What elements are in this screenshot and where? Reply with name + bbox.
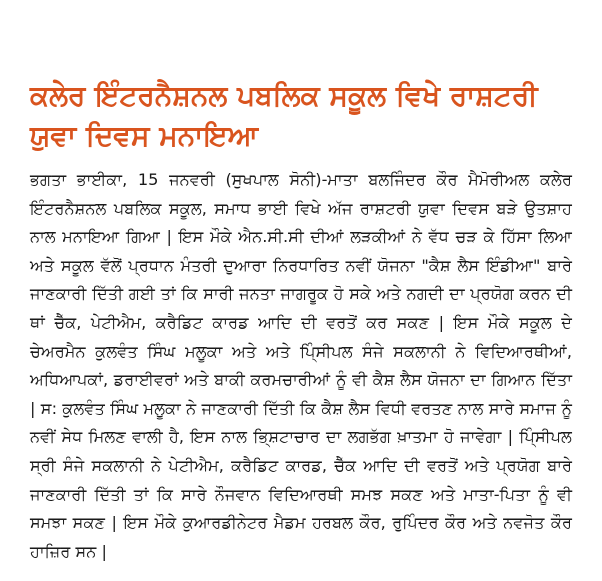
article-headline: ਕਲੇਰ ਇੰਟਰਨੈਸ਼ਨਲ ਪਬਲਿਕ ਸਕੂਲ ਵਿਖੇ ਰਾਸ਼ਟਰੀ ਯੁਵਾ ਦਿਵਸ ਮਨਾਇਆ <box>30 79 538 152</box>
news-article <box>30 76 572 566</box>
article-body: ਭਗਤਾ ਭਾਈਕਾ, 15 ਜਨਵਰੀ (ਸੁਖਪਾਲ ਸੋਨੀ)-ਮਾਤਾ ਬਲਜਿੰਦਰ ਕੌਰ ਮੈਮੋਰੀਅਲ ਕਲੇਰ ਇੰਟਰਨੈਸ਼ਨਲ ਪਬਲਿਕ ਸਕੂਲ, ਸਮਾਧ ਭਾਈ ਵਿਖੇ ਅੱਜ ਰਾਸ਼ਟਰੀ ਯੁਵਾ ਦਿਵਸ ਬੜੇ ਉਤਸ਼ਾਹ ਨਾਲ ਮਨਾਇਆ ਗਿਆ | ਇਸ ਮੌਕੇ ਐਨ.ਸੀ.ਸੀ ਦੀਆਂ ਲੜਕੀਆਂ ਨੇ ਵੱਧ ਚੜ ਕੇ ਹਿੱਸਾ ਲਿਆ ਅਤੇ ਸਕੂਲ ਵੱਲੋਂ ਪ੍ਰਧਾਨ ਮੰਤਰੀ ਦੁਆਰਾ ਨਿਰਧਾਰਿਤ ਨਵੀਂ ਯੋਜਨਾ "ਕੈਸ਼ ਲੈਸ ਇੰਡੀਆ" ਬਾਰੇ ਜਾਣਕਾਰੀ ਦਿੱਤੀ ਗਈ ਤਾਂ ਕਿ ਸਾਰੀ ਜਨਤਾ ਜਾਗਰੂਕ ਹੋ ਸਕੇ ਅਤੇ ਨਗਦੀ ਦਾ ਪ੍ਰਯੋਗ ਕਰਨ ਦੀ ਥਾਂ ਚੈੱਕ, ਪੇਟੀਐਮ, ਕਰੈਡਿਟ ਕਾਰਡ ਆਦਿ ਦੀ ਵਰਤੋਂ ਕਰ ਸਕਣ | ਇਸ ਮੌਕੇ ਸਕੂਲ ਦੇ ਚੇਅਰਮੈਨ ਕੁਲਵੰਤ ਸਿੰਘ ਮਲੂਕਾ ਅਤੇ ਅਤੇ ਪਿ੍ੰਸੀਪਲ ਸੰਜੇ ਸਕਲਾਨੀ ਨੇ ਵਿਦਿਆਰਥੀਆਂ, ਅਧਿਆਪਕਾਂ, ਡਰਾਈਵਰਾਂ ਅਤੇ ਬਾਕੀ ਕਰਮਚਾਰੀਆਂ ਨੂੰ ਵੀ ਕੈਸ਼ ਲੈਸ ਯੋਜਨਾ ਦਾ ਗਿਆਨ ਦਿੱਤਾ | ਸ: ਕੁਲਵੰਤ ਸਿੰਘ ਮਲੂਕਾ ਨੇ ਜਾਣਕਾਰੀ ਦਿੱਤੀ ਕਿ ਕੈਸ਼ ਲੈਸ ਵਿਧੀ ਵਰਤਣ ਨਾਲ ਸਾਰੇ ਸਮਾਜ ਨੂੰ ਨਵੀਂ ਸੇਧ ਮਿਲਣ ਵਾਲੀ ਹੈ, ਇਸ ਨਾਲ ਭਿ੍ਸ਼ਟਾਚਾਰ ਦਾ ਲਗਭੱਗ ਖ਼ਾਤਮਾ ਹੋ ਜਾਵੇਗਾ | ਪਿ੍ੰਸੀਪਲ ਸ੍ਰੀ ਸੰਜੇ ਸਕਲਾਨੀ ਨੇ ਪੇਟੀਐਮ, ਕਰੈਡਿਟ ਕਾਰਡ, ਚੈੱਕ ਆਦਿ ਦੀ ਵਰਤੋਂ ਅਤੇ ਪ੍ਰਯੋਗ ਬਾਰੇ ਜਾਣਕਾਰੀ ਦਿੱਤੀ ਤਾਂ ਕਿ ਸਾਰੇ ਨੌਜਵਾਨ ਵਿਦਿਆਰਥੀ ਸਮਝ ਸਕਣ ਅਤੇ ਮਾਤਾ-ਪਿਤਾ ਨੂੰ ਵੀ ਸਮਝਾ ਸਕਣ | ਇਸ ਮੌਕੇ ਕੁਆਰਡੀਨੇਟਰ ਮੈਡਮ ਹਰਬਲ ਕੌਰ, ਰੁਪਿੰਦਰ ਕੌਰ ਅਤੇ ਨਵਜੋਤ ਕੌਰ ਹਾਜ਼ਿਰ ਸਨ | <box>30 170 572 561</box>
